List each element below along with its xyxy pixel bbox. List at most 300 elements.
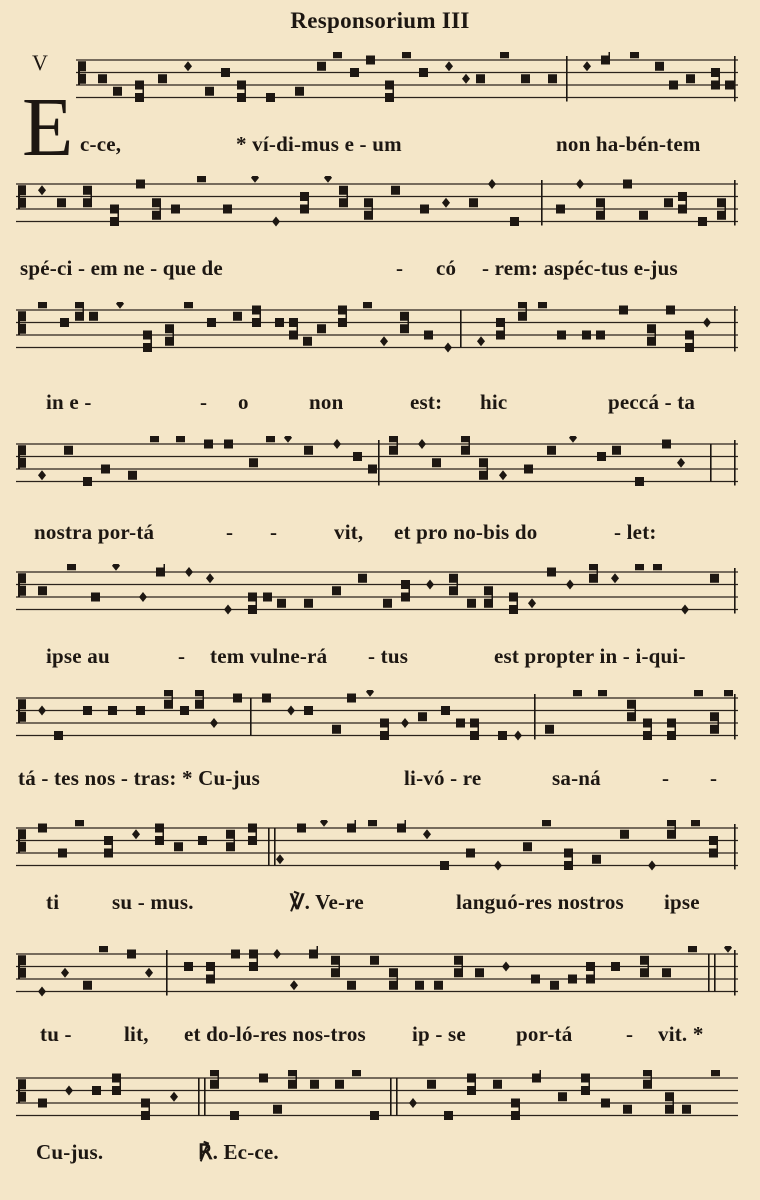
- neume: [694, 690, 703, 696]
- neume: [568, 975, 577, 984]
- neume: [494, 861, 502, 871]
- neume: [470, 719, 479, 741]
- neume: [688, 946, 697, 952]
- neume: [116, 302, 124, 309]
- bar-line: [204, 1078, 206, 1116]
- staff-system: [0, 1070, 760, 1200]
- neume: [420, 205, 429, 214]
- bar-line: [734, 824, 736, 870]
- neume: [110, 205, 119, 227]
- neume: [150, 436, 159, 442]
- lyric-syllables: c-ce,: [80, 132, 122, 156]
- neume: [304, 599, 313, 608]
- neume: [83, 981, 92, 990]
- drop-cap-initial: E: [22, 81, 74, 174]
- neume: [368, 465, 377, 474]
- neume: [493, 1080, 502, 1089]
- neume: [38, 706, 46, 716]
- neume: [444, 1111, 453, 1120]
- four-line-staff: [0, 176, 760, 236]
- lyric-syllables: et do-ló-res nos-tros: [184, 1022, 366, 1046]
- neume: [324, 176, 332, 183]
- neume: [423, 829, 431, 839]
- neume: [418, 712, 427, 721]
- neume: [432, 458, 441, 467]
- neume: [221, 68, 230, 77]
- bar-line: [274, 828, 276, 866]
- neume: [724, 690, 733, 696]
- neume: [401, 718, 409, 728]
- neume: [317, 324, 326, 333]
- neume: [500, 52, 509, 58]
- neume: [653, 564, 662, 570]
- neume: [648, 861, 656, 871]
- neume: [353, 452, 362, 461]
- neume: [424, 331, 433, 340]
- neume: [136, 706, 145, 715]
- neume: [251, 176, 259, 183]
- lyric-syllables: non: [309, 390, 344, 414]
- neume: [518, 302, 527, 321]
- neume: [273, 1105, 282, 1114]
- neume: [135, 81, 144, 103]
- lyric-syllables: languó-res nostros: [456, 890, 624, 914]
- four-line-staff: [0, 302, 760, 362]
- neume: [108, 706, 117, 715]
- lyric-syllables: tá - tes nos - tras: * Cu-jus: [18, 766, 261, 790]
- neume: [434, 981, 443, 990]
- neume: [391, 186, 400, 195]
- neume: [210, 718, 218, 728]
- neume: [370, 1111, 379, 1120]
- neume: [547, 568, 556, 577]
- neume: [366, 690, 374, 697]
- neume: [583, 61, 591, 71]
- neume: [289, 318, 298, 340]
- neume: [249, 950, 258, 972]
- neume: [155, 824, 164, 846]
- neume: [75, 820, 84, 826]
- bar-line: [734, 694, 736, 740]
- neume: [143, 331, 152, 353]
- neume: [338, 306, 347, 328]
- neume: [347, 694, 356, 703]
- neume: [547, 446, 556, 455]
- neume: [145, 968, 153, 978]
- lyric-syllables: su - mus.: [112, 890, 194, 914]
- neume: [596, 331, 605, 340]
- neume: [477, 336, 485, 346]
- neume: [171, 205, 180, 214]
- neume: [380, 336, 388, 346]
- neume: [92, 1086, 101, 1095]
- neume: [557, 331, 566, 340]
- neume: [586, 962, 595, 984]
- neume: [380, 719, 389, 741]
- neume: [368, 820, 377, 826]
- neume: [592, 855, 601, 864]
- neume: [310, 1080, 319, 1089]
- four-line-staff: [0, 820, 760, 880]
- bar-line: [734, 568, 736, 614]
- neume: [724, 946, 732, 953]
- lyric-syllables: est propter in - i-qui-: [494, 644, 686, 668]
- neume: [57, 198, 66, 207]
- neume: [383, 599, 392, 608]
- neume: [290, 980, 298, 990]
- lyric-syllables: - tus: [368, 644, 409, 668]
- bar-line: [710, 444, 712, 482]
- neume: [141, 1099, 150, 1121]
- neume: [210, 1070, 219, 1089]
- neume: [655, 62, 664, 71]
- neume: [385, 81, 394, 103]
- neume: [681, 605, 689, 615]
- neume: [38, 185, 46, 195]
- neume: [89, 312, 98, 321]
- neume: [698, 217, 707, 226]
- neume: [366, 56, 375, 65]
- neume: [54, 731, 63, 740]
- lyric-syllables: in e -: [46, 390, 92, 414]
- neume: [461, 436, 470, 455]
- bar-line: [714, 954, 716, 992]
- neume: [170, 1092, 178, 1102]
- neume: [550, 981, 559, 990]
- neume: [333, 52, 342, 58]
- neume: [262, 694, 271, 703]
- neume: [300, 192, 309, 214]
- lyric-syllables: por-tá: [516, 1022, 573, 1046]
- neume: [440, 861, 449, 870]
- neume: [358, 574, 367, 583]
- neume: [231, 950, 240, 959]
- neume: [75, 302, 84, 321]
- lyric-syllables: vit,: [334, 520, 364, 544]
- neume: [304, 706, 313, 715]
- neume: [317, 62, 326, 71]
- neume: [38, 302, 47, 308]
- lyric-syllables: li-vó - re: [404, 766, 482, 790]
- neume: [297, 824, 306, 833]
- neume: [462, 74, 470, 84]
- neume: [467, 599, 476, 608]
- neume: [263, 593, 272, 602]
- neume: [677, 458, 685, 468]
- neume: [248, 593, 257, 615]
- neume: [60, 318, 69, 327]
- neume: [630, 52, 639, 58]
- neume: [303, 337, 312, 346]
- neume: [132, 829, 140, 839]
- lyric-syllables: ipse au: [46, 644, 110, 668]
- neume: [466, 849, 475, 858]
- neume: [538, 302, 547, 308]
- neume: [691, 820, 700, 826]
- bar-line: [541, 180, 543, 226]
- neume: [611, 962, 620, 971]
- neume: [469, 198, 478, 207]
- bar-line: [390, 1078, 392, 1116]
- lyric-syllables: o: [238, 390, 249, 414]
- neume: [288, 1070, 297, 1089]
- neume: [332, 725, 341, 734]
- neume: [176, 436, 185, 442]
- neume: [139, 592, 147, 602]
- neume: [709, 836, 718, 858]
- staff-system: [0, 690, 760, 820]
- neume: [643, 719, 652, 741]
- neume: [284, 436, 292, 443]
- neume: [127, 950, 136, 959]
- neume: [685, 331, 694, 353]
- neume: [686, 74, 695, 83]
- bar-line: [734, 440, 736, 486]
- neume: [635, 477, 644, 486]
- bar-line: [734, 950, 736, 996]
- neume: [532, 1070, 541, 1083]
- neume: [98, 74, 107, 83]
- neume: [545, 725, 554, 734]
- neume: [488, 179, 496, 189]
- neume: [524, 465, 533, 474]
- lyric-syllables: non ha-bén-tem: [556, 132, 701, 156]
- neume: [402, 52, 411, 58]
- neume: [669, 81, 678, 90]
- neume: [514, 731, 522, 741]
- staff-system: [0, 564, 760, 694]
- neume: [65, 1086, 73, 1096]
- neume: [38, 824, 47, 833]
- versicle-mark: V: [32, 50, 48, 75]
- staff-system: [0, 52, 760, 182]
- neume: [233, 694, 242, 703]
- lyric-syllables: peccá - ta: [608, 390, 696, 414]
- four-line-staff: [0, 946, 760, 1006]
- neume: [445, 61, 453, 71]
- neume: [531, 975, 540, 984]
- neume: [112, 564, 120, 571]
- lyric-syllables: -: [270, 520, 278, 544]
- lyric-syllables: - rem: aspéc-tus e-jus: [482, 256, 678, 280]
- neume: [83, 477, 92, 486]
- neume: [496, 318, 505, 340]
- four-line-staff: [0, 1070, 760, 1130]
- neume: [620, 830, 629, 839]
- lyric-syllables: -: [178, 644, 186, 668]
- neume: [164, 690, 173, 709]
- neume: [426, 580, 434, 590]
- lyric-syllables: -: [396, 256, 404, 280]
- neume: [206, 573, 214, 583]
- page-title: Responsorium III: [290, 8, 470, 33]
- neume: [643, 1070, 652, 1089]
- four-line-staff: [0, 690, 760, 750]
- neume: [397, 820, 406, 833]
- bar-line: [250, 698, 252, 736]
- neume: [662, 440, 671, 449]
- neume: [564, 849, 573, 871]
- lyric-syllables: nostra por-tá: [34, 520, 155, 544]
- neume: [38, 1099, 47, 1108]
- neume: [528, 598, 536, 608]
- neume: [623, 1105, 632, 1114]
- neume: [612, 446, 621, 455]
- bar-line: [460, 310, 462, 348]
- neume: [184, 302, 193, 308]
- bar-line: [268, 828, 270, 866]
- neume: [184, 61, 192, 71]
- staff-system: [0, 176, 760, 306]
- neume: [441, 706, 450, 715]
- neume: [444, 343, 452, 353]
- neume: [180, 706, 189, 715]
- neume: [272, 217, 280, 227]
- neume: [67, 564, 76, 570]
- neume: [401, 580, 410, 602]
- bar-line: [396, 1078, 398, 1116]
- neume: [347, 981, 356, 990]
- lyric-syllables: tem vulne-rá: [210, 644, 328, 668]
- neume: [266, 93, 275, 102]
- lyric-syllables: et pro no-bis do: [394, 520, 538, 544]
- neume: [498, 731, 507, 740]
- neume: [711, 68, 720, 90]
- lyric-syllables: ℟. Ec-ce.: [198, 1140, 279, 1164]
- neume: [556, 205, 565, 214]
- neume: [415, 981, 424, 990]
- neume: [419, 68, 428, 77]
- neume: [197, 176, 206, 182]
- neume: [224, 605, 232, 615]
- neume: [91, 593, 100, 602]
- neume: [233, 312, 242, 321]
- neume: [635, 564, 644, 570]
- lyric-syllables: - let:: [614, 520, 657, 544]
- neume: [332, 586, 341, 595]
- neume: [442, 198, 450, 208]
- neume: [335, 1080, 344, 1089]
- neume: [64, 446, 73, 455]
- neume: [320, 820, 328, 827]
- neume: [623, 180, 632, 189]
- neume: [601, 1099, 610, 1108]
- neume: [409, 1098, 417, 1108]
- neume: [156, 564, 165, 577]
- lyric-syllables: -: [662, 766, 670, 790]
- neume: [711, 1070, 720, 1076]
- neume: [427, 1080, 436, 1089]
- neume: [38, 470, 46, 480]
- four-line-staff: [0, 564, 760, 624]
- neume: [569, 436, 577, 443]
- neume: [224, 440, 233, 449]
- lyric-syllables: có: [436, 256, 457, 280]
- neume: [204, 440, 213, 449]
- lyric-syllables: ti: [46, 890, 60, 914]
- neume: [499, 470, 507, 480]
- neume: [112, 1074, 121, 1096]
- lyric-syllables: lit,: [124, 1022, 149, 1046]
- neume: [511, 1099, 520, 1121]
- neume: [287, 706, 295, 716]
- neume: [347, 820, 356, 833]
- neume: [158, 74, 167, 83]
- lyric-syllables: ip - se: [412, 1022, 466, 1046]
- staff-system: [0, 302, 760, 432]
- neume: [682, 1105, 691, 1114]
- lyric-syllables: ipse: [664, 890, 700, 914]
- neume: [456, 719, 465, 728]
- bar-line: [566, 56, 568, 102]
- neume: [223, 205, 232, 214]
- neume: [277, 599, 286, 608]
- neume: [475, 968, 484, 977]
- lyric-syllables: tu -: [40, 1022, 72, 1046]
- bar-line: [534, 694, 536, 740]
- neume: [352, 1070, 361, 1076]
- neume: [548, 74, 557, 83]
- neume: [566, 580, 574, 590]
- neume: [333, 439, 341, 449]
- neume: [678, 192, 687, 214]
- lyric-syllables: ℣. Ve-re: [290, 890, 364, 914]
- neume: [502, 962, 510, 972]
- neume: [230, 1111, 239, 1120]
- neume: [275, 318, 284, 327]
- neume: [703, 318, 711, 328]
- neume: [309, 946, 318, 959]
- neume: [248, 824, 257, 846]
- neume: [619, 306, 628, 315]
- neume: [113, 87, 122, 96]
- neume: [510, 217, 519, 226]
- neume: [710, 574, 719, 583]
- neume: [363, 302, 372, 308]
- neume: [198, 836, 207, 845]
- neume: [206, 962, 215, 984]
- neume: [664, 198, 673, 207]
- neume: [207, 318, 216, 327]
- neume: [38, 586, 47, 595]
- neume: [576, 179, 584, 189]
- neume: [582, 331, 591, 340]
- neume: [725, 81, 734, 90]
- lyric-syllables: spé-ci - em ne - que de: [20, 256, 223, 280]
- lyric-syllables: Cu-jus.: [36, 1140, 104, 1164]
- lyric-syllables: -: [200, 390, 208, 414]
- neume: [259, 1074, 268, 1083]
- neume: [104, 836, 113, 858]
- neume: [597, 452, 606, 461]
- lyric-syllables: * ví-di-mus e - um: [236, 132, 402, 156]
- neume: [252, 306, 261, 328]
- neume: [601, 52, 610, 65]
- neume: [38, 987, 46, 997]
- neume: [573, 690, 582, 696]
- neume: [83, 706, 92, 715]
- lyric-syllables: -: [710, 766, 718, 790]
- four-line-staff: [0, 52, 760, 112]
- neume: [61, 968, 69, 978]
- neume: [185, 567, 193, 577]
- neume: [266, 436, 275, 442]
- neume: [558, 1092, 567, 1101]
- neume: [136, 180, 145, 189]
- neume: [249, 458, 258, 467]
- lyric-syllables: -: [226, 520, 234, 544]
- staff-system: [0, 946, 760, 1076]
